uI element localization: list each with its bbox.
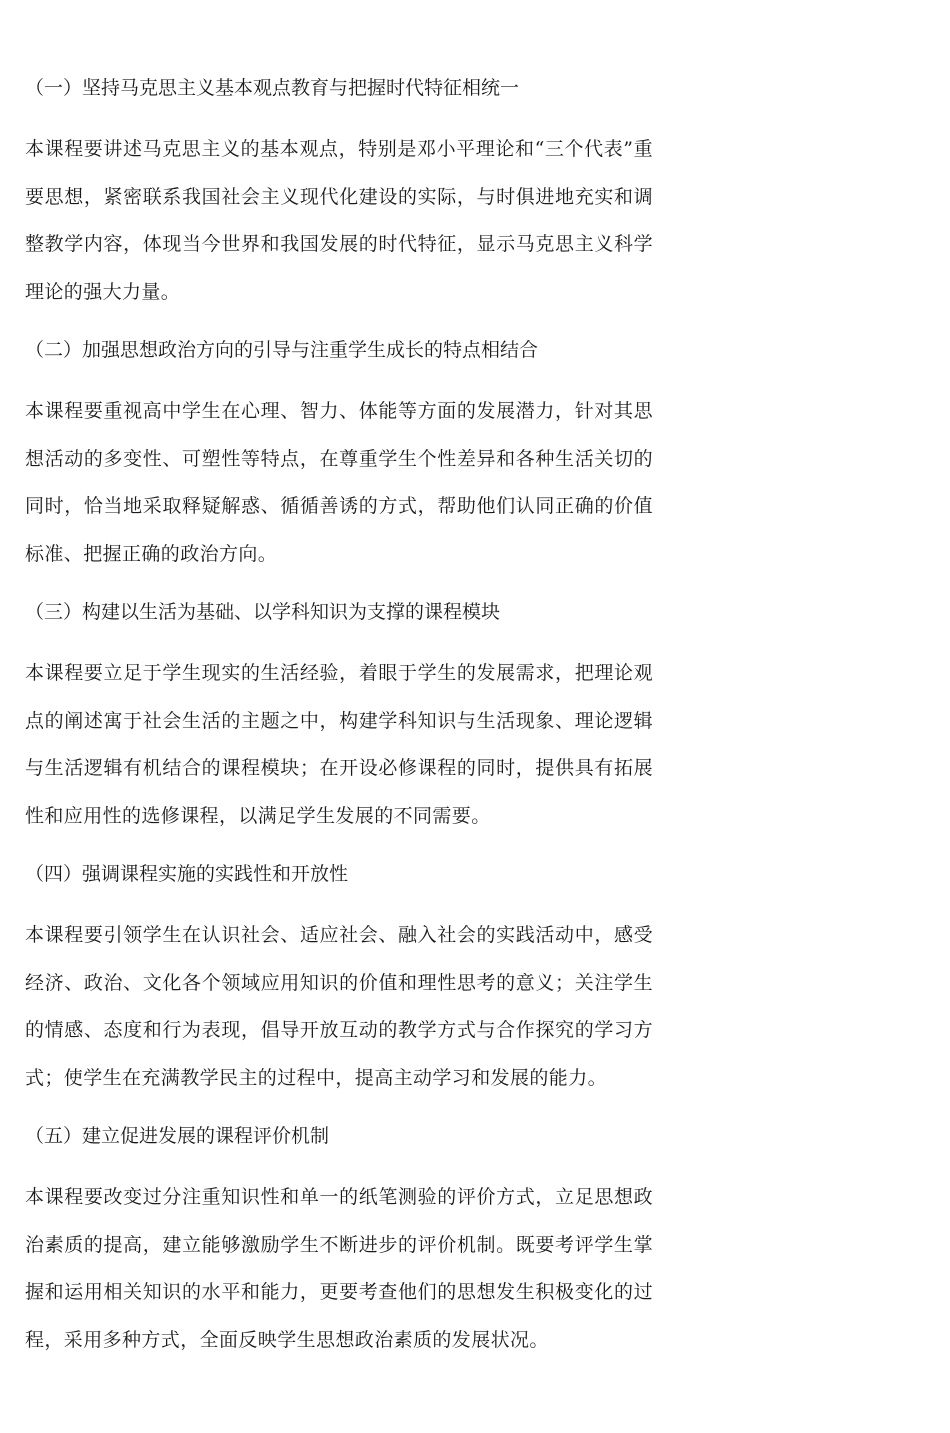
section-heading: （一）坚持马克思主义基本观点教育与把握时代特征相统一	[25, 77, 520, 99]
section-3	[25, 590, 653, 840]
section-heading: （三）构建以生活为基础、以学科知识为支撑的课程模块	[25, 601, 501, 623]
section-body: 本课程要引领学生在认识社会、适应社会、融入社会的实践活动中，感受经济、政治、文化各个领域应用知识的价值和理性思考的意义；关注学生的情感、态度和行为表现，倡导开放互动的教学方式与合作探究的学习方式；使学生在充满教学民主的过程中，提高主动学习和发展的能力。	[25, 924, 653, 1089]
section-body: 本课程要改变过分注重知识性和单一的纸笔测验的评价方式，立足思想政治素质的提高，建立能够激励学生不断进步的评价机制。既要考评学生掌握和运用相关知识的水平和能力，更要考查他们的思想发生积极变化的过程，采用多种方式，全面反映学生思想政治素质的发展状况。	[25, 1186, 653, 1351]
section-heading: （四）强调课程实施的实践性和开放性	[25, 863, 349, 885]
section-body: 本课程要重视高中学生在心理、智力、体能等方面的发展潜力，针对其思想活动的多变性、可塑性等特点，在尊重学生个性差异和各种生活关切的同时，恰当地采取释疑解惑、循循善诱的方式，帮助他们认同正确的价值标准、把握正确的政治方向。	[25, 400, 653, 565]
section-heading: （二）加强思想政治方向的引导与注重学生成长的特点相结合	[25, 339, 539, 361]
section-body: 本课程要立足于学生现实的生活经验，着眼于学生的发展需求，把理论观点的阐述寓于社会生活的主题之中，构建学科知识与生活现象、理论逻辑与生活逻辑有机结合的课程模块；在开设必修课程的同时，提供具有拓展性和应用性的选修课程，以满足学生发展的不同需要。	[25, 662, 653, 827]
section-1	[25, 66, 653, 316]
document-page	[25, 66, 653, 1376]
section-5	[25, 1114, 653, 1364]
section-4	[25, 852, 653, 1102]
section-2	[25, 328, 653, 578]
section-heading: （五）建立促进发展的课程评价机制	[25, 1125, 330, 1147]
section-body: 本课程要讲述马克思主义的基本观点，特别是邓小平理论和“三个代表”重要思想，紧密联系我国社会主义现代化建设的实际，与时俱进地充实和调整教学内容，体现当今世界和我国发展的时代特征，显示马克思主义科学理论的强大力量。	[25, 138, 653, 303]
